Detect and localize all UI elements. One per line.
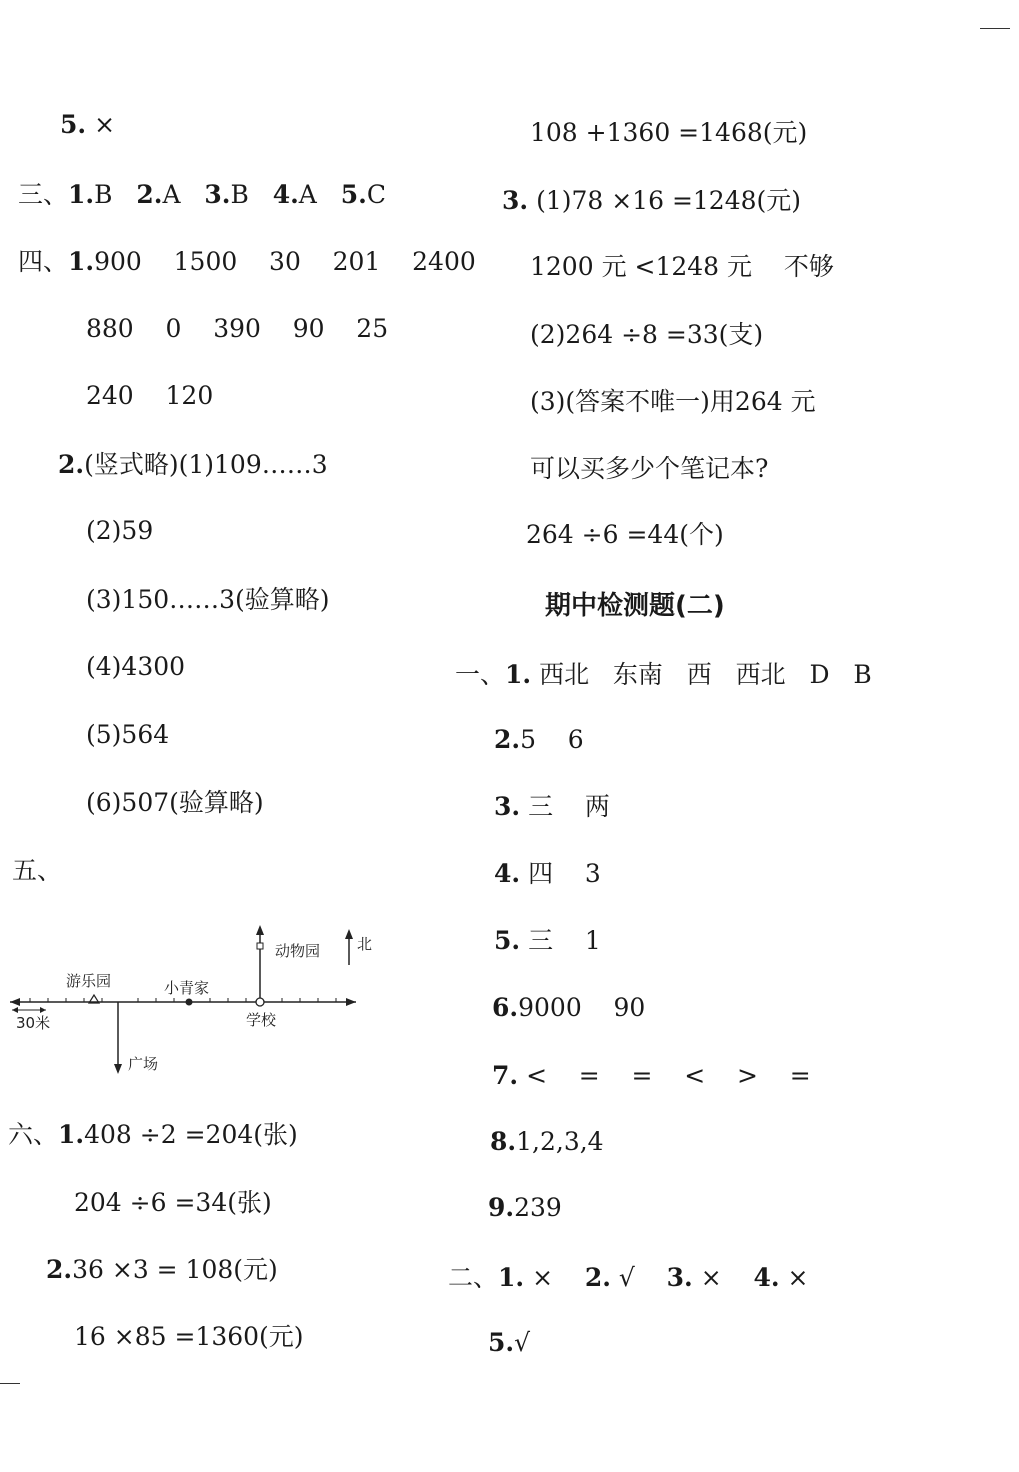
item-number: 6. [492,993,519,1022]
zoo-label: 动物园 [275,942,321,960]
home-marker-icon [186,999,193,1006]
section-label: 四、 [18,247,69,276]
zoo-marker-icon [257,943,263,949]
answer-text: 9000 90 [518,993,646,1022]
answer-text: √ [618,1263,635,1292]
plaza-arrow-icon [114,1064,122,1074]
answer-line: 240 120 [86,381,214,410]
answer-line [494,859,601,889]
section-label: 三、 [18,180,69,209]
answer-text: √ [514,1328,531,1357]
item-number: 5. [340,180,367,209]
section-label: 一、 [455,660,506,689]
answer-line [502,186,801,216]
answer-text: A [162,180,181,209]
answer-line: (3)(答案不唯一)用264 元 [530,387,816,416]
north-arrow-icon [345,929,353,939]
answer-text: 三 1 [528,926,601,955]
answer-text: < = = < > = [526,1061,811,1090]
answer-line [58,450,328,480]
answer-line [488,1193,562,1223]
school-label: 学校 [246,1011,277,1029]
item-number: 1. [505,660,532,689]
answer-text: 西北 东南 西 西北 D B [539,660,872,689]
item-number: 1. [58,1120,85,1149]
item-number: 5. [488,1328,515,1357]
answer-text: × [532,1263,554,1292]
item-number: 4. [494,859,521,888]
item-number: 3. [502,186,529,215]
answer-text: 三 两 [528,792,610,821]
item-number: 5. [494,926,521,955]
answer-text: B [94,180,113,209]
item-number: 3. [204,180,231,209]
answer-text: 5 6 [520,725,584,754]
item-number: 3. [494,792,521,821]
answer-line [492,993,645,1023]
answer-text: (1)78 ×16 =1248(元) [536,186,802,215]
scale-right-arrow-icon [40,1007,46,1013]
section-label: 二、 [448,1263,499,1292]
answer-line [18,180,386,210]
zoo-arrow-icon [256,925,264,935]
answer-line: 16 ×85 =1360(元) [74,1322,304,1351]
item-number: 2. [136,180,163,209]
answer-text: × [94,110,116,139]
item-number: 8. [490,1127,517,1156]
section-heading: 期中检测题(二) [545,591,725,621]
item-number: 4. [753,1263,780,1292]
item-number: 3. [666,1263,693,1292]
scan-mark [0,1383,20,1384]
answer-line: 108 +1360 =1468(元) [530,118,808,147]
answer-line [488,1328,530,1358]
north-label: 北 [357,935,373,953]
answer-line: (6)507(验算略) [86,788,264,817]
park-label: 游乐园 [66,972,112,990]
answer-line: 204 ÷6 =34(张) [74,1188,272,1217]
answer-line [492,1061,811,1091]
answer-line [46,1255,278,1285]
item-number: 2. [46,1255,73,1284]
plaza-label: 广场 [128,1055,159,1073]
west-arrow-icon [10,998,20,1006]
answer-line [494,926,601,956]
east-arrow-icon [346,998,356,1006]
answer-line [455,660,872,690]
section-label: 六、 [8,1120,59,1149]
item-number: 5. [60,110,87,139]
answer-line: (2)264 ÷8 =33(支) [530,320,764,349]
answer-line: (4)4300 [86,652,186,681]
scan-mark [980,28,1010,29]
item-number: 2. [58,450,85,479]
item-number: 2. [584,1263,611,1292]
item-number: 9. [488,1193,515,1222]
section-label: 五、 [12,856,63,885]
item-number: 1. [68,180,95,209]
answer-text: 四 3 [528,859,601,888]
answer-line [448,1263,808,1293]
scale-label: 30米 [16,1014,51,1032]
answer-line: 可以买多少个笔记本? [530,454,769,483]
route-map-diagram [0,915,380,1080]
answer-line: (2)59 [86,516,154,545]
answer-line: 264 ÷6 =44(个) [526,520,724,549]
answer-line [490,1127,604,1157]
answer-text: 900 1500 30 201 2400 [94,247,476,276]
answer-text: B [230,180,249,209]
item-number: 7. [492,1061,519,1090]
answer-text: A [298,180,317,209]
home-label: 小青家 [164,979,210,997]
answer-text: × [700,1263,722,1292]
answer-line: 1200 元 <1248 元 不够 [530,252,834,281]
answer-text: (竖式略)(1)109……3 [84,450,328,479]
school-marker-icon [256,998,264,1006]
answer-text: 1,2,3,4 [516,1127,604,1156]
answer-line: (5)564 [86,720,170,749]
answer-text: 408 ÷2 =204(张) [84,1120,298,1149]
answer-line [18,247,476,277]
answer-line [60,110,115,140]
answer-line: (3)150……3(验算略) [86,585,330,614]
answer-line [494,792,610,822]
answer-text: 239 [514,1193,562,1222]
item-number: 1. [498,1263,525,1292]
answer-line: 880 0 390 90 25 [86,314,389,343]
answer-text: 36 ×3 = 108(元) [72,1255,278,1284]
answer-line [8,1120,298,1150]
item-number: 2. [494,725,521,754]
answer-line [494,725,584,755]
answer-text: × [787,1263,809,1292]
scale-left-arrow-icon [12,1007,18,1013]
item-number: 1. [68,247,95,276]
answer-text: C [366,180,386,209]
item-number: 4. [272,180,299,209]
